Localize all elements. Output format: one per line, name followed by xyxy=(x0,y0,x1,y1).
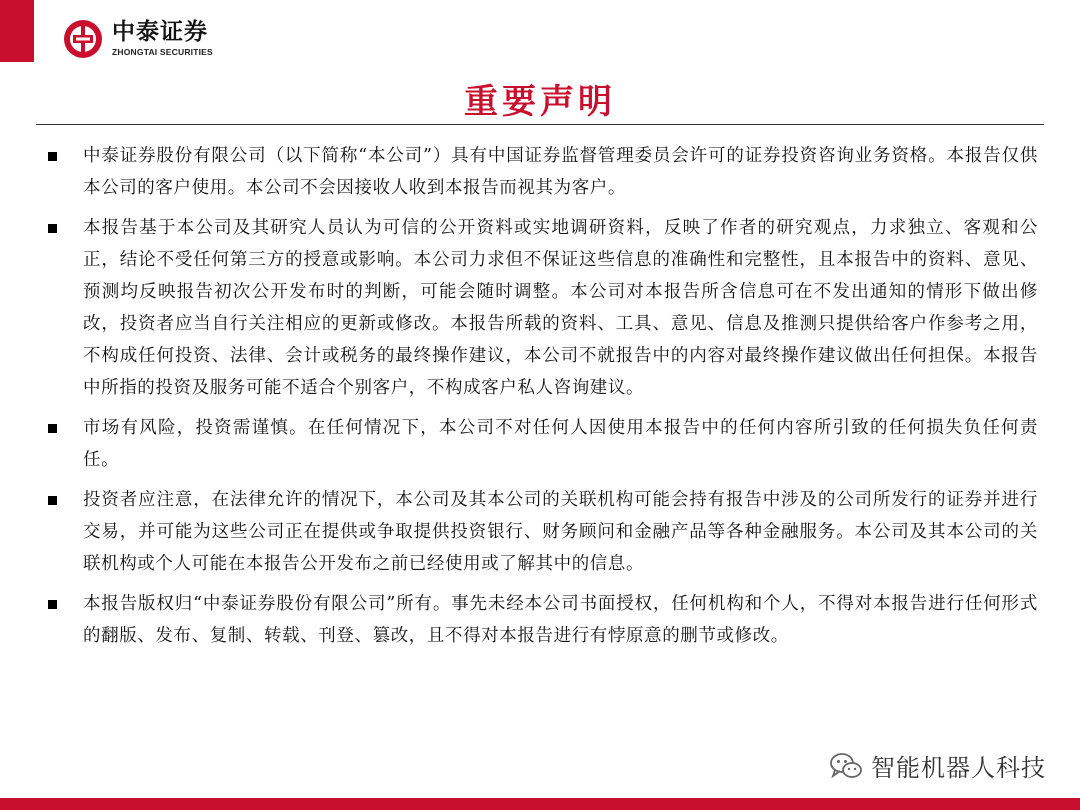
disclaimer-item xyxy=(48,588,1038,652)
disclaimer-text: 本报告基于本公司及其研究人员认为可信的公开资料或实地调研资料，反映了作者的研究观点，力求独立、客观和公正，结论不受任何第三方的授意或影响。本公司力求但不保证这些信息的准确性和完整性，且本报告中的资料、意见、预测均反映报告初次公开发布时的判断，可能会随时调整。本公司对本报告所含信息可在不发出通知的情形下做出修改，投资者应当自行关注相应的更新或修改。本报告所载的资料、工具、意见、信息及推测只提供给客户作参考之用，不构成任何投资、法律、会计或税务的最终操作建议，本公司不就报告中的内容对最终操作建议做出任何担保。本报告中所指的投资及服务可能不适合个别客户，不构成客户私人咨询建议。 xyxy=(83,218,1038,398)
zhongtai-logo-icon xyxy=(62,18,104,60)
watermark-text: 智能机器人科技 xyxy=(871,754,1046,782)
square-bullet-icon xyxy=(48,496,57,505)
disclaimer-item xyxy=(48,212,1038,404)
disclaimer-text: 市场有风险，投资需谨慎。在任何情况下，本公司不对任何人因使用本报告中的任何内容所引致的任何损失负任何责任。 xyxy=(83,418,1038,470)
square-bullet-icon xyxy=(48,424,57,433)
wechat-icon xyxy=(829,751,863,781)
disclaimer-list xyxy=(48,140,1038,660)
disclaimer-text: 本报告版权归“中泰证券股份有限公司”所有。事先未经本公司书面授权，任何机构和个人，不得对本报告进行任何形式的翻版、发布、复制、转载、刊登、篡改，且不得对本报告进行有悖原意的删节或修改。 xyxy=(83,594,1038,646)
square-bullet-icon xyxy=(48,224,57,233)
logo-name-cn: 中泰证券 xyxy=(112,19,208,46)
square-bullet-icon xyxy=(48,600,57,609)
disclaimer-text: 中泰证券股份有限公司（以下简称“本公司”）具有中国证券监督管理委员会许可的证券投资咨询业务资格。本报告仅供本公司的客户使用。本公司不会因接收人收到本报告而视其为客户。 xyxy=(83,146,1038,198)
page-title: 重要声明 xyxy=(464,82,616,122)
company-logo xyxy=(62,18,213,60)
disclaimer-text: 投资者应注意，在法律允许的情况下，本公司及其本公司的关联机构可能会持有报告中涉及的公司所发行的证券并进行交易，并可能为这些公司正在提供或争取提供投资银行、财务顾问和金融产品等各种金融服务。本公司及其本公司的关联机构或个人可能在本报告公开发布之前已经使用或了解其中的信息。 xyxy=(83,490,1038,574)
square-bullet-icon xyxy=(48,152,57,161)
wechat-watermark xyxy=(829,748,1046,783)
title-divider xyxy=(36,124,1044,125)
logo-name-en: ZHONGTAI SECURITIES xyxy=(112,47,213,58)
disclaimer-item xyxy=(48,484,1038,580)
disclaimer-item xyxy=(48,412,1038,476)
left-accent-bar xyxy=(0,0,34,62)
disclaimer-item xyxy=(48,140,1038,204)
bottom-accent-bar xyxy=(0,798,1080,810)
